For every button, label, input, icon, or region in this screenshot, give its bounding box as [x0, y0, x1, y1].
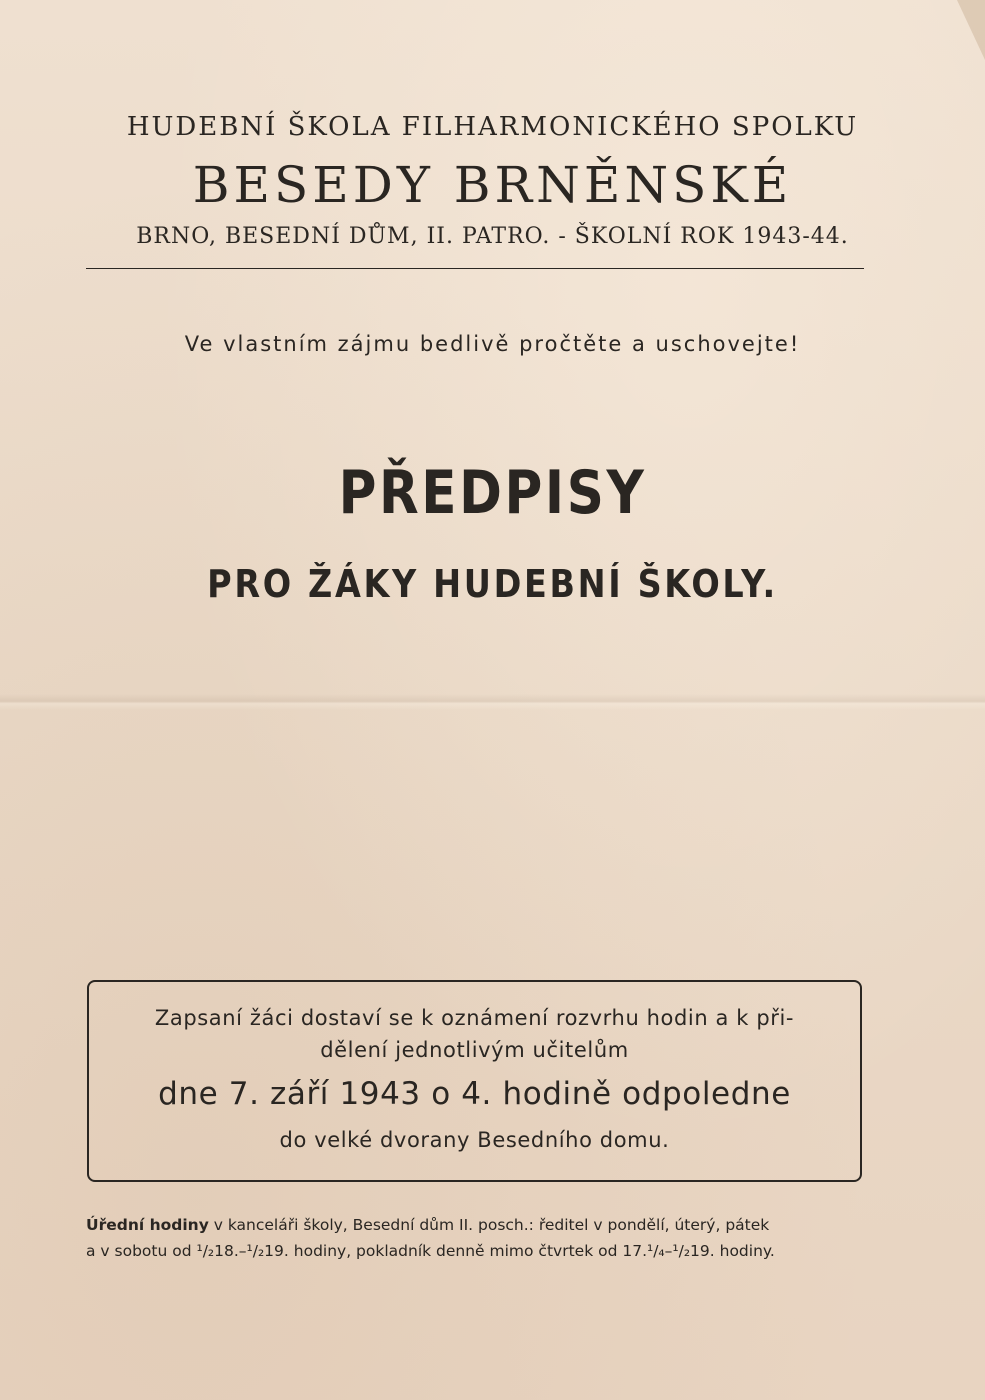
main-title: PŘEDPISY [338, 458, 647, 528]
paper-fold [0, 694, 985, 710]
notice-line: Ve vlastním zájmu bedlivě pročtěte a uschovejte! [184, 332, 801, 356]
address-line: BRNO, BESEDNÍ DŮM, II. PATRO. - ŠKOLNÍ ROK 1943-44. [136, 224, 849, 249]
office-hours-text: v kanceláři školy, Besední dům II. posch.: ředitel v pondělí, úterý, pátek [208, 1216, 770, 1234]
announcement-date: dne 7. září 1943 o 4. hodině odpoledne [158, 1076, 791, 1112]
header-divider [86, 268, 864, 269]
office-hours-label: Úřední hodiny [86, 1216, 209, 1234]
announcement-line-1: Zapsaní žáci dostaví se k oznámení rozvrhu hodin a k při- [154, 1006, 795, 1030]
paper-corner [957, 0, 985, 60]
announcement-line-2: dělení jednotlivým učitelům [320, 1038, 629, 1062]
school-name: HUDEBNÍ ŠKOLA FILHARMONICKÉHO SPOLKU [126, 112, 859, 142]
office-hours-line-2: a v sobotu od ¹/₂18.–¹/₂19. hodiny, pokladník denně mimo čtvrtek od 17.¹/₄–¹/₂19. hodiny. [86, 1242, 775, 1260]
organization-name: BESEDY BRNĚNSKÉ [192, 156, 793, 214]
announcement-location: do velké dvorany Besedního domu. [279, 1128, 670, 1152]
subtitle: PRO ŽÁKY HUDEBNÍ ŠKOLY. [207, 562, 778, 606]
announcement-box [87, 980, 862, 1182]
office-hours-line-1 [86, 1216, 876, 1234]
